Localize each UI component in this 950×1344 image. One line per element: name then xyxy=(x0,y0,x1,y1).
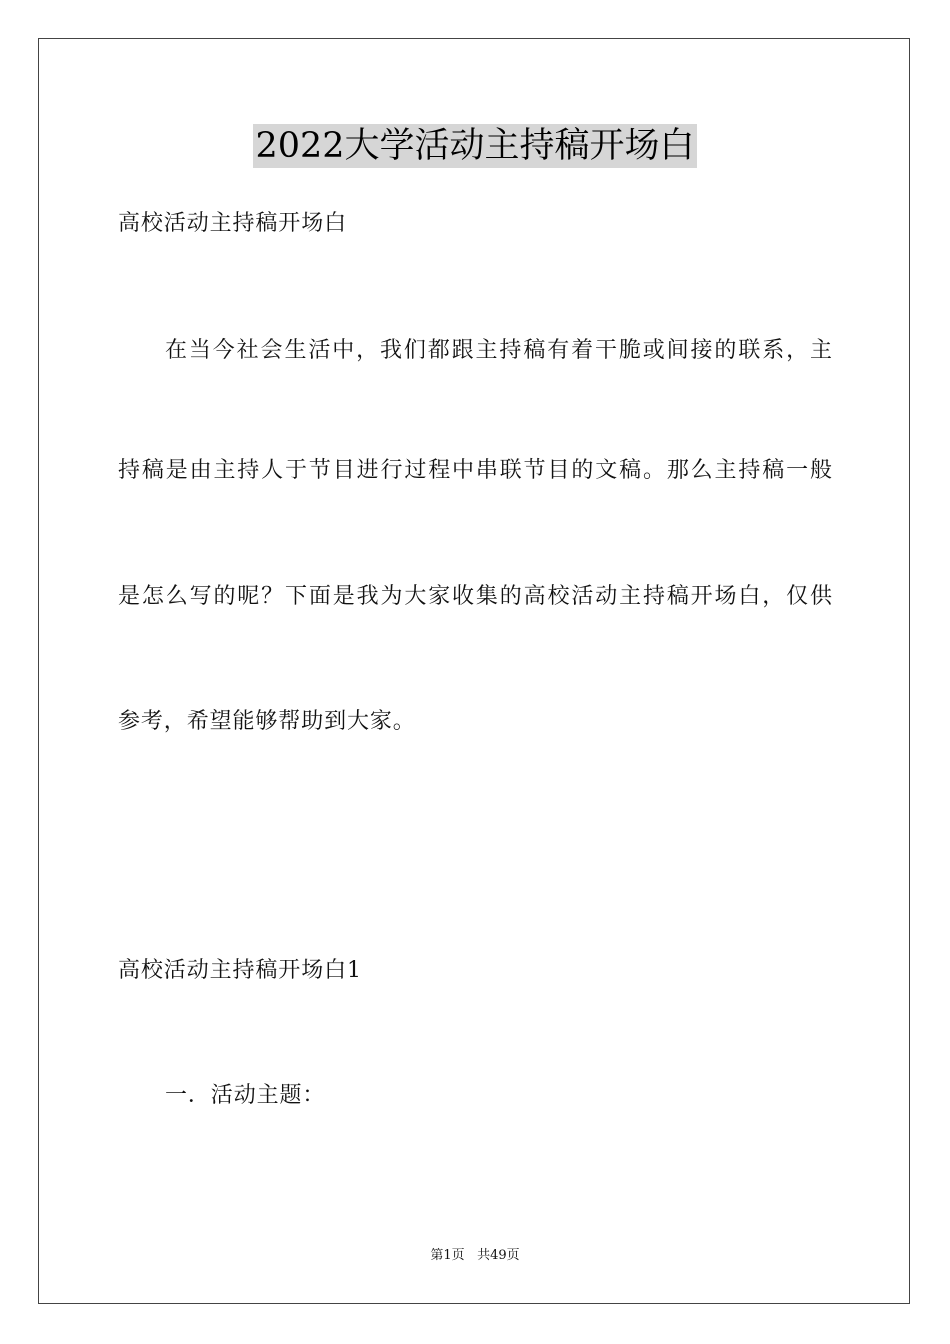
page-footer xyxy=(0,1247,950,1265)
intro-line-3: 是怎么写的呢？下面是我为大家收集的高校活动主持稿开场白，仅供 xyxy=(118,584,832,609)
intro-line-2: 持稿是由主持人于节目进行过程中串联节目的文稿。那么主持稿一般 xyxy=(118,458,832,483)
document-subtitle: 高校活动主持稿开场白 xyxy=(118,211,348,236)
item-heading: 一．活动主题： xyxy=(165,1083,326,1108)
page-number: 第1页 xyxy=(430,1248,465,1263)
document-title: 2022大学活动主持稿开场白 xyxy=(255,126,695,166)
intro-line-1: 在当今社会生活中，我们都跟主持稿有着干脆或间接的联系，主 xyxy=(165,338,832,363)
intro-line-4: 参考，希望能够帮助到大家。 xyxy=(118,709,416,734)
title-container xyxy=(0,124,950,168)
page-total: 共49页 xyxy=(477,1248,520,1263)
section-heading: 高校活动主持稿开场白1 xyxy=(118,958,362,983)
